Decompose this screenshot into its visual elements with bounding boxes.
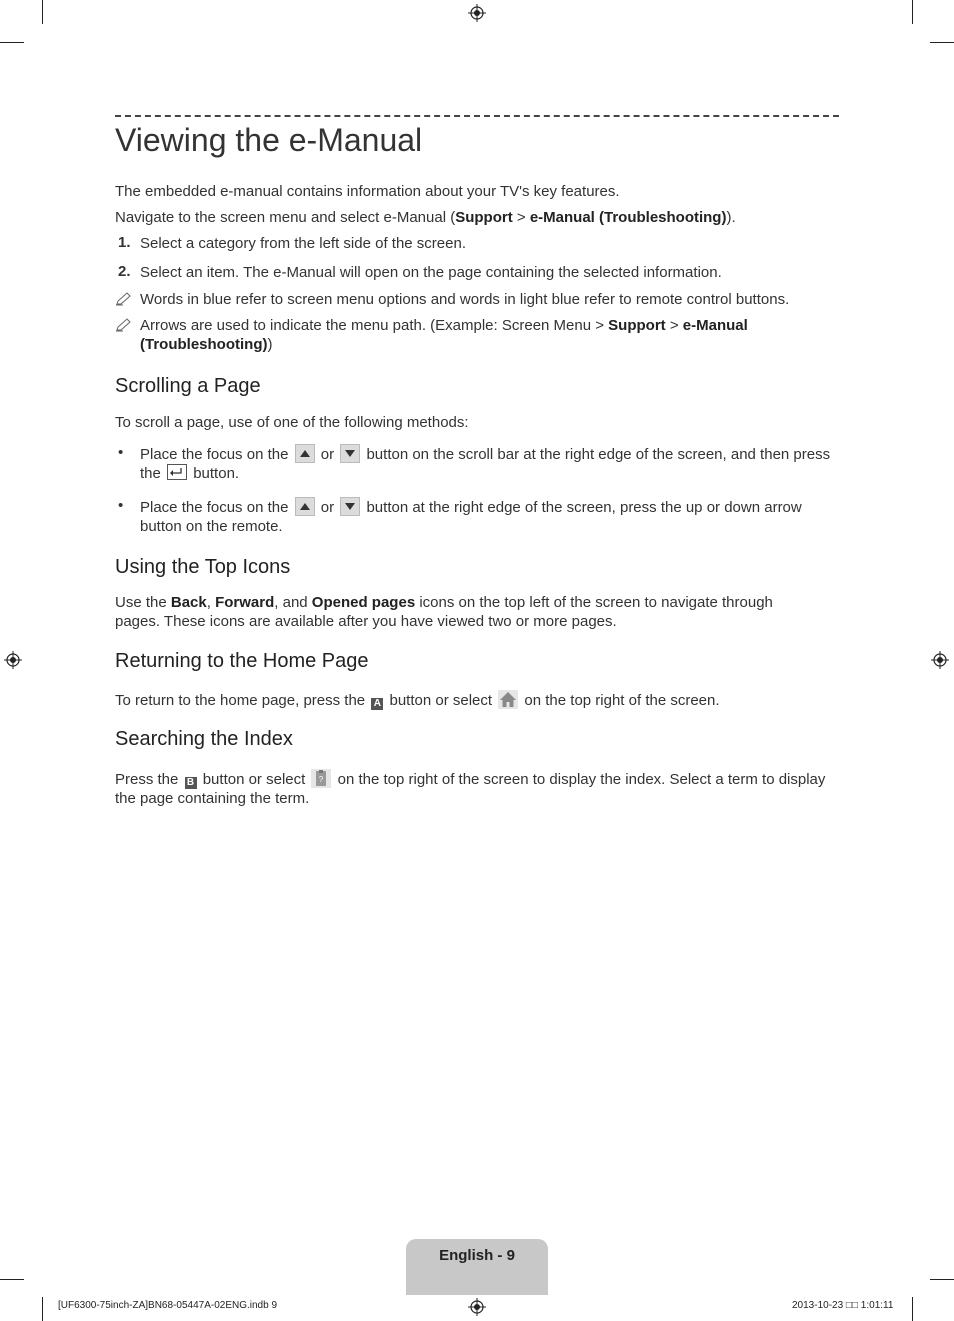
text-fragment: button. [193,465,240,482]
registration-mark-icon [468,1298,486,1316]
step-text: Select an item. The e-Manual will open on the page containing the selected information. [140,264,722,281]
menu-support: Support [608,317,666,334]
text-fragment: button at the right edge of the screen, press the up or down arrow [366,499,802,516]
text-fragment: icons on the top left of the screen to navigate through [415,594,773,611]
section-heading-top-icons: Using the Top Icons [115,556,291,578]
text-fragment: To return to the home page, press the [115,692,366,709]
opened-pages-label: Opened pages [311,594,416,611]
top-icons-text [115,593,845,631]
scroll-up-icon [295,497,315,516]
page-number: English - 9 [439,1247,515,1264]
bullet: • [118,444,124,461]
forward-label: Forward [215,594,275,611]
text-fragment: Place the focus on the [140,499,289,516]
text-fragment: on the top right of the screen to display the index. Select a term to display [337,771,826,788]
step-number: 1. [118,234,131,251]
text-fragment: Use the [115,594,171,611]
slug-left: [UF6300-75inch-ZA]BN68-05447A-02ENG.indb 9 [58,1300,278,1311]
text-fragment: on the top right of the screen. [524,692,720,709]
text-fragment: or [320,446,335,463]
svg-text:?: ? [319,775,324,784]
crop-mark [0,42,24,43]
crop-mark [930,1279,954,1280]
menu-emanual: e-Manual [682,317,748,334]
text-fragment: ). [726,209,736,226]
pencil-note-icon [115,318,133,332]
step-text: Select a category from the left side of the screen. [140,235,467,252]
text-fragment: > [665,317,683,334]
pencil-note-icon [115,292,133,306]
section-heading-index: Searching the Index [115,728,293,750]
note-text [140,316,845,354]
text-fragment: Navigate to the screen menu and select e-Manual ( [115,209,456,226]
menu-emanual: e-Manual (Troubleshooting) [529,209,727,226]
page-title: Viewing the e-Manual [115,122,423,158]
home-text [115,690,845,710]
text-fragment: button on the scroll bar at the right edge of the screen, and then press [366,446,831,463]
section-heading-home: Returning to the Home Page [115,650,369,672]
crop-mark [912,1297,913,1321]
text-fragment: ) [267,336,273,353]
crop-mark [0,1279,24,1280]
text-fragment: , [206,594,216,611]
crop-mark [42,0,43,24]
section-heading-scrolling: Scrolling a Page [115,375,261,397]
text-fragment: Place the focus on the [140,446,289,463]
menu-troubleshooting: (Troubleshooting) [140,336,268,353]
enter-icon [167,464,187,480]
index-icon [311,769,331,788]
text-fragment: , and [274,594,312,611]
bullet: • [118,497,124,514]
menu-support: Support [455,209,513,226]
scrolling-bullet-1 [140,444,845,483]
home-icon [498,690,518,709]
text-fragment: Press the [115,771,179,788]
registration-mark-icon [468,4,486,22]
b-button-icon: B [185,777,197,789]
intro-navigate-text [115,208,845,227]
title-divider [115,115,839,117]
text-fragment: pages. These icons are available after you have viewed two or more pages. [115,613,617,630]
step-number: 2. [118,263,131,280]
page-number-tab [406,1239,548,1295]
text-fragment: > [512,209,530,226]
text-fragment: Arrows are used to indicate the menu path. (Example: Screen Menu > [140,317,609,334]
text-fragment: or [320,499,335,516]
text-fragment: button or select [202,771,306,788]
slug-right: 2013-10-23 □□ 1:01:11 [792,1300,894,1311]
crop-mark [930,42,954,43]
note-text: Words in blue refer to screen menu options and words in light blue refer to remote control buttons. [140,291,790,308]
back-label: Back [170,594,207,611]
index-text [115,769,845,808]
scroll-up-icon [295,444,315,463]
text-fragment: button or select [389,692,493,709]
a-button-icon: A [371,698,383,710]
scrolling-bullet-2 [140,497,845,536]
crop-mark [912,0,913,24]
registration-mark-icon [4,651,22,669]
registration-mark-icon [931,651,949,669]
text-fragment: the [140,465,161,482]
scroll-down-icon [340,444,360,463]
text-fragment: button on the remote. [140,518,283,535]
scroll-down-icon [340,497,360,516]
intro-text: The embedded e-manual contains information about your TV's key features. [115,183,620,200]
text-fragment: the page containing the term. [115,790,310,807]
crop-mark [42,1297,43,1321]
scrolling-intro: To scroll a page, use of one of the following methods: [115,414,469,431]
